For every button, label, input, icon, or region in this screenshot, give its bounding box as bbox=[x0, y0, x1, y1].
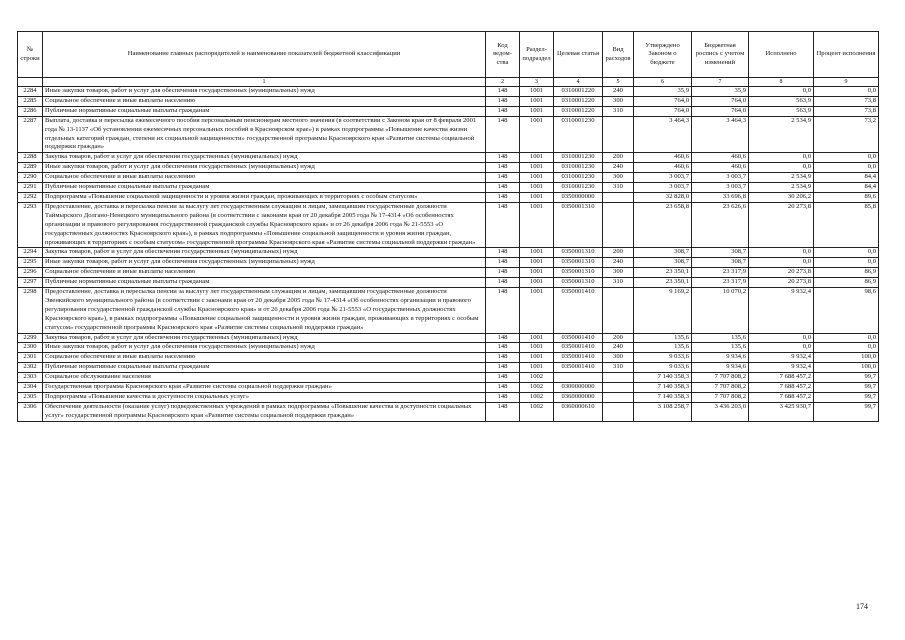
table-row bbox=[18, 183, 879, 193]
row-name-cell: Закупка товаров, работ и услуг для обеспечения государственных (муниципальных) нужд bbox=[43, 333, 486, 343]
expense-type-cell bbox=[603, 288, 634, 334]
executed-cell: 9 932,4 bbox=[749, 288, 814, 334]
department-code-cell: 148 bbox=[486, 153, 520, 163]
table-row bbox=[18, 202, 879, 248]
table-row bbox=[18, 153, 879, 163]
budget-schedule-cell: 7 707 808,2 bbox=[692, 393, 749, 403]
section-cell: 1001 bbox=[520, 278, 554, 288]
header-target-article: Целевая статья bbox=[554, 32, 603, 78]
percent-cell: 0,0 bbox=[814, 163, 879, 173]
header-number-cell: 8 bbox=[749, 78, 814, 87]
row-number-cell: 2298 bbox=[18, 288, 43, 334]
budget-schedule-cell: 460,6 bbox=[692, 163, 749, 173]
header-budget-schedule: Бюджетная роспись с учетом изменений bbox=[692, 32, 749, 78]
row-name-cell: Обеспечение деятельности (оказание услуг) подведомственных учреждений в рамках подпрограммы «Повышение качества и доступности социальных услуг» государственной программы Красноярского края «Развитие системы социальной поддержки граждан» bbox=[43, 402, 486, 421]
section-cell: 1001 bbox=[520, 258, 554, 268]
executed-cell: 2 534,9 bbox=[749, 183, 814, 193]
executed-cell: 0,0 bbox=[749, 163, 814, 173]
row-name-cell: Предоставление, доставка и пересылка пенсии за выслугу лет государственным служащим и лицам, замещавшим государственные должности Эвенкийского муниципального района (в соответствии с законами края от 20 декабря 2005 года № 17-4314 «Об особенностях организации и правового регулирования государственной гражданской службы Красноярского края» и от 26 декабря 2006 года № 21-5553 «О государственных должностях Красноярского края»), в рамках подпрограммы «Повышение социальной защищенности и уровня жизни граждан, проживающих в территориях с особым статусом» государственной программы Красноярского края «Развитие системы социальной поддержки граждан» bbox=[43, 288, 486, 334]
section-cell: 1001 bbox=[520, 268, 554, 278]
header-section: Раздел-подраздел bbox=[520, 32, 554, 78]
section-cell: 1002 bbox=[520, 393, 554, 403]
expense-type-cell bbox=[603, 116, 634, 153]
percent-cell: 84,4 bbox=[814, 183, 879, 193]
target-article-cell bbox=[554, 373, 603, 383]
row-number-cell: 2285 bbox=[18, 96, 43, 106]
executed-cell: 563,9 bbox=[749, 96, 814, 106]
executed-cell: 0,0 bbox=[749, 343, 814, 353]
row-name-cell: Выплата, доставка и пересылка ежемесячного пособия персональным пенсионерам местного значения (в соответствии с Законом края от 8 февраля 2001 года № 13-1137 «Об установлении ежемесячных персональных пособий в Красноярском крае») в рамках подпрограммы «Повышение качества жизни отдельных категорий граждан, степени их социальной защищенности» государственной программы Красноярского края «Развитие системы социальной поддержки граждан» bbox=[43, 116, 486, 153]
expense-type-cell: 240 bbox=[603, 343, 634, 353]
department-code-cell: 148 bbox=[486, 106, 520, 116]
expense-type-cell: 300 bbox=[603, 353, 634, 363]
budget-schedule-cell: 460,6 bbox=[692, 153, 749, 163]
header-approved: Утверждено Законом о бюджете bbox=[634, 32, 692, 78]
row-name-cell: Иные закупки товаров, работ и услуг для обеспечения государственных (муниципальных) нужд bbox=[43, 87, 486, 97]
budget-table bbox=[17, 31, 879, 422]
approved-cell: 23 350,1 bbox=[634, 278, 692, 288]
target-article-cell: 0350001310 bbox=[554, 248, 603, 258]
approved-cell: 35,9 bbox=[634, 87, 692, 97]
department-code-cell: 148 bbox=[486, 268, 520, 278]
executed-cell: 7 688 457,2 bbox=[749, 373, 814, 383]
percent-cell: 0,0 bbox=[814, 87, 879, 97]
percent-cell: 100,0 bbox=[814, 363, 879, 373]
row-number-cell: 2306 bbox=[18, 402, 43, 421]
target-article-cell: 0350001310 bbox=[554, 258, 603, 268]
target-article-cell: 0360000000 bbox=[554, 393, 603, 403]
row-number-cell: 2299 bbox=[18, 333, 43, 343]
budget-schedule-cell: 308,7 bbox=[692, 258, 749, 268]
percent-cell: 73,8 bbox=[814, 96, 879, 106]
target-article-cell: 0350000000 bbox=[554, 192, 603, 202]
target-article-cell: 0350001310 bbox=[554, 268, 603, 278]
budget-schedule-cell: 9 934,6 bbox=[692, 353, 749, 363]
department-code-cell: 148 bbox=[486, 343, 520, 353]
target-article-cell: 0310001230 bbox=[554, 173, 603, 183]
row-number-cell: 2302 bbox=[18, 363, 43, 373]
section-cell: 1001 bbox=[520, 183, 554, 193]
percent-cell: 0,0 bbox=[814, 333, 879, 343]
row-number-cell: 2297 bbox=[18, 278, 43, 288]
budget-schedule-cell: 764,0 bbox=[692, 106, 749, 116]
expense-type-cell bbox=[603, 402, 634, 421]
executed-cell: 7 688 457,2 bbox=[749, 393, 814, 403]
row-number-cell: 2284 bbox=[18, 87, 43, 97]
target-article-cell: 0300000000 bbox=[554, 383, 603, 393]
header-number-cell bbox=[18, 78, 43, 87]
section-cell: 1002 bbox=[520, 373, 554, 383]
target-article-cell: 0350001310 bbox=[554, 202, 603, 248]
executed-cell: 20 273,8 bbox=[749, 268, 814, 278]
table-row bbox=[18, 373, 879, 383]
section-cell: 1001 bbox=[520, 173, 554, 183]
row-number-cell: 2291 bbox=[18, 183, 43, 193]
target-article-cell: 0310001220 bbox=[554, 87, 603, 97]
department-code-cell: 148 bbox=[486, 202, 520, 248]
approved-cell: 764,0 bbox=[634, 106, 692, 116]
table-row bbox=[18, 363, 879, 373]
target-article-cell: 0310001220 bbox=[554, 106, 603, 116]
department-code-cell: 148 bbox=[486, 173, 520, 183]
row-number-cell: 2287 bbox=[18, 116, 43, 153]
row-name-cell: Публичные нормативные социальные выплаты гражданам bbox=[43, 278, 486, 288]
table-row bbox=[18, 278, 879, 288]
table-body bbox=[18, 87, 879, 422]
approved-cell: 764,0 bbox=[634, 96, 692, 106]
row-number-cell: 2296 bbox=[18, 268, 43, 278]
budget-schedule-cell: 3 436 203,0 bbox=[692, 402, 749, 421]
percent-cell: 0,0 bbox=[814, 248, 879, 258]
executed-cell: 2 534,9 bbox=[749, 173, 814, 183]
budget-schedule-cell: 10 070,2 bbox=[692, 288, 749, 334]
section-cell: 1001 bbox=[520, 96, 554, 106]
header-number-cell: 7 bbox=[692, 78, 749, 87]
page-number: 174 bbox=[856, 602, 868, 611]
department-code-cell: 148 bbox=[486, 116, 520, 153]
row-number-cell: 2295 bbox=[18, 258, 43, 268]
row-name-cell: Иные закупки товаров, работ и услуг для обеспечения государственных (муниципальных) нужд bbox=[43, 343, 486, 353]
header-expense-type: Вид расходов bbox=[603, 32, 634, 78]
row-number-cell: 2293 bbox=[18, 202, 43, 248]
target-article-cell: 0350001410 bbox=[554, 363, 603, 373]
percent-cell: 0,0 bbox=[814, 258, 879, 268]
department-code-cell: 148 bbox=[486, 402, 520, 421]
section-cell: 1001 bbox=[520, 363, 554, 373]
row-name-cell: Государственная программа Красноярского края «Развитие системы социальной поддержки граждан» bbox=[43, 383, 486, 393]
percent-cell: 73,8 bbox=[814, 106, 879, 116]
expense-type-cell bbox=[603, 383, 634, 393]
department-code-cell: 148 bbox=[486, 248, 520, 258]
executed-cell: 563,9 bbox=[749, 106, 814, 116]
approved-cell: 7 140 358,3 bbox=[634, 373, 692, 383]
executed-cell: 20 273,8 bbox=[749, 202, 814, 248]
row-number-cell: 2301 bbox=[18, 353, 43, 363]
approved-cell: 3 464,3 bbox=[634, 116, 692, 153]
row-number-cell: 2300 bbox=[18, 343, 43, 353]
expense-type-cell bbox=[603, 192, 634, 202]
row-name-cell: Социальное обеспечение и иные выплаты населению bbox=[43, 353, 486, 363]
budget-schedule-cell: 3 003,7 bbox=[692, 173, 749, 183]
row-name-cell: Закупка товаров, работ и услуг для обеспечения государственных (муниципальных) нужд bbox=[43, 153, 486, 163]
row-name-cell: Закупка товаров, работ и услуг для обеспечения государственных (муниципальных) нужд bbox=[43, 248, 486, 258]
target-article-cell: 0350001410 bbox=[554, 343, 603, 353]
expense-type-cell: 200 bbox=[603, 248, 634, 258]
section-cell: 1001 bbox=[520, 353, 554, 363]
executed-cell: 9 932,4 bbox=[749, 363, 814, 373]
row-name-cell: Публичные нормативные социальные выплаты гражданам bbox=[43, 183, 486, 193]
expense-type-cell: 240 bbox=[603, 258, 634, 268]
header-number-cell: 9 bbox=[814, 78, 879, 87]
budget-schedule-cell: 35,9 bbox=[692, 87, 749, 97]
percent-cell: 99,7 bbox=[814, 402, 879, 421]
expense-type-cell: 200 bbox=[603, 153, 634, 163]
approved-cell: 308,7 bbox=[634, 248, 692, 258]
approved-cell: 7 140 358,3 bbox=[634, 393, 692, 403]
expense-type-cell: 240 bbox=[603, 87, 634, 97]
expense-type-cell: 240 bbox=[603, 163, 634, 173]
executed-cell: 0,0 bbox=[749, 333, 814, 343]
target-article-cell: 0310001230 bbox=[554, 183, 603, 193]
approved-cell: 460,6 bbox=[634, 153, 692, 163]
executed-cell: 0,0 bbox=[749, 258, 814, 268]
header-number-cell: 4 bbox=[554, 78, 603, 87]
executed-cell: 3 425 930,7 bbox=[749, 402, 814, 421]
target-article-cell: 0310001230 bbox=[554, 163, 603, 173]
department-code-cell: 148 bbox=[486, 353, 520, 363]
executed-cell: 0,0 bbox=[749, 87, 814, 97]
row-name-cell: Подпрограмма «Повышение социальной защищенности и уровня жизни граждан, проживающих в территориях с особым статусом» bbox=[43, 192, 486, 202]
header-row bbox=[18, 32, 879, 78]
executed-cell: 30 206,2 bbox=[749, 192, 814, 202]
section-cell: 1001 bbox=[520, 87, 554, 97]
percent-cell: 89,6 bbox=[814, 192, 879, 202]
table-row bbox=[18, 192, 879, 202]
percent-cell: 0,0 bbox=[814, 153, 879, 163]
executed-cell: 9 932,4 bbox=[749, 353, 814, 363]
budget-schedule-cell: 764,0 bbox=[692, 96, 749, 106]
section-cell: 1001 bbox=[520, 248, 554, 258]
table-row bbox=[18, 248, 879, 258]
section-cell: 1001 bbox=[520, 106, 554, 116]
header-number-cell: 3 bbox=[520, 78, 554, 87]
row-number-cell: 2290 bbox=[18, 173, 43, 183]
department-code-cell: 148 bbox=[486, 333, 520, 343]
approved-cell: 308,7 bbox=[634, 258, 692, 268]
row-name-cell: Социальное обслуживание населения bbox=[43, 373, 486, 383]
header-percent: Процент исполнения bbox=[814, 32, 879, 78]
row-name-cell: Социальное обеспечение и иные выплаты населению bbox=[43, 268, 486, 278]
percent-cell: 99,7 bbox=[814, 373, 879, 383]
target-article-cell: 0310001220 bbox=[554, 96, 603, 106]
target-article-cell: 0310001230 bbox=[554, 116, 603, 153]
executed-cell: 7 688 457,2 bbox=[749, 383, 814, 393]
header-row-number: № строки bbox=[18, 32, 43, 78]
table-row bbox=[18, 258, 879, 268]
approved-cell: 32 828,0 bbox=[634, 192, 692, 202]
approved-cell: 9 033,6 bbox=[634, 353, 692, 363]
budget-schedule-cell: 135,6 bbox=[692, 343, 749, 353]
target-article-cell: 0350001410 bbox=[554, 288, 603, 334]
approved-cell: 135,6 bbox=[634, 333, 692, 343]
expense-type-cell: 300 bbox=[603, 173, 634, 183]
expense-type-cell: 300 bbox=[603, 96, 634, 106]
header-name: Наименование главных распорядителей и наименование показателей бюджетной классификации bbox=[43, 32, 486, 78]
target-article-cell: 0360000610 bbox=[554, 402, 603, 421]
budget-schedule-cell: 3 003,7 bbox=[692, 183, 749, 193]
executed-cell: 0,0 bbox=[749, 153, 814, 163]
row-number-cell: 2288 bbox=[18, 153, 43, 163]
percent-cell: 85,8 bbox=[814, 202, 879, 248]
department-code-cell: 148 bbox=[486, 163, 520, 173]
department-code-cell: 148 bbox=[486, 87, 520, 97]
expense-type-cell bbox=[603, 373, 634, 383]
table-row bbox=[18, 393, 879, 403]
section-cell: 1001 bbox=[520, 333, 554, 343]
executed-cell: 0,0 bbox=[749, 248, 814, 258]
target-article-cell: 0310001230 bbox=[554, 153, 603, 163]
table-row bbox=[18, 288, 879, 334]
header-number-cell: 6 bbox=[634, 78, 692, 87]
table-row bbox=[18, 333, 879, 343]
percent-cell: 100,0 bbox=[814, 353, 879, 363]
target-article-cell: 0350001410 bbox=[554, 353, 603, 363]
expense-type-cell bbox=[603, 393, 634, 403]
target-article-cell: 0350001410 bbox=[554, 333, 603, 343]
row-number-cell: 2292 bbox=[18, 192, 43, 202]
table-row bbox=[18, 163, 879, 173]
section-cell: 1001 bbox=[520, 116, 554, 153]
approved-cell: 135,6 bbox=[634, 343, 692, 353]
row-name-cell: Публичные нормативные социальные выплаты гражданам bbox=[43, 363, 486, 373]
approved-cell: 9 169,2 bbox=[634, 288, 692, 334]
header-numbers-row bbox=[18, 78, 879, 87]
percent-cell: 73,2 bbox=[814, 116, 879, 153]
budget-schedule-cell: 3 464,3 bbox=[692, 116, 749, 153]
budget-schedule-cell: 135,6 bbox=[692, 333, 749, 343]
approved-cell: 23 350,1 bbox=[634, 268, 692, 278]
percent-cell: 99,7 bbox=[814, 393, 879, 403]
row-name-cell: Иные закупки товаров, работ и услуг для обеспечения государственных (муниципальных) нужд bbox=[43, 258, 486, 268]
department-code-cell: 148 bbox=[486, 393, 520, 403]
section-cell: 1001 bbox=[520, 343, 554, 353]
expense-type-cell: 200 bbox=[603, 333, 634, 343]
approved-cell: 7 140 358,3 bbox=[634, 383, 692, 393]
expense-type-cell bbox=[603, 202, 634, 248]
table-row bbox=[18, 402, 879, 421]
section-cell: 1001 bbox=[520, 202, 554, 248]
expense-type-cell: 310 bbox=[603, 106, 634, 116]
section-cell: 1002 bbox=[520, 402, 554, 421]
budget-schedule-cell: 23 317,9 bbox=[692, 278, 749, 288]
row-name-cell: Иные закупки товаров, работ и услуг для обеспечения государственных (муниципальных) нужд bbox=[43, 163, 486, 173]
table-row bbox=[18, 343, 879, 353]
budget-schedule-cell: 7 707 808,2 bbox=[692, 383, 749, 393]
row-name-cell: Предоставление, доставка и пересылка пенсии за выслугу лет государственным служащим и лицам, замещавшим государственные должности Таймырского Долгано-Ненецкого муниципального района (в соответствии с законами края от 20 декабря 2005 года № 17-4314 «Об особенностях организации и правового регулирования государственной гражданской службы Красноярского края» и от 26 декабря 2006 года № 21-5553 «О государственных должностях Красноярского края»), в рамках подпрограммы «Повышение социальной защищенности и уровня жизни граждан, проживающих в территориях с особым статусом» государственной программы Красноярского края «Развитие системы социальной поддержки граждан» bbox=[43, 202, 486, 248]
department-code-cell: 148 bbox=[486, 363, 520, 373]
budget-schedule-cell: 7 707 808,2 bbox=[692, 373, 749, 383]
section-cell: 1001 bbox=[520, 163, 554, 173]
budget-schedule-cell: 308,7 bbox=[692, 248, 749, 258]
executed-cell: 2 534,9 bbox=[749, 116, 814, 153]
budget-schedule-cell: 9 934,6 bbox=[692, 363, 749, 373]
expense-type-cell: 310 bbox=[603, 278, 634, 288]
table-row bbox=[18, 383, 879, 393]
row-number-cell: 2305 bbox=[18, 393, 43, 403]
section-cell: 1001 bbox=[520, 153, 554, 163]
header-number-cell: 5 bbox=[603, 78, 634, 87]
section-cell: 1001 bbox=[520, 192, 554, 202]
row-name-cell: Подпрограмма «Повышение качества и доступности социальных услуг» bbox=[43, 393, 486, 403]
department-code-cell: 148 bbox=[486, 258, 520, 268]
department-code-cell: 148 bbox=[486, 383, 520, 393]
budget-schedule-cell: 23 317,9 bbox=[692, 268, 749, 278]
expense-type-cell: 310 bbox=[603, 183, 634, 193]
expense-type-cell: 300 bbox=[603, 268, 634, 278]
budget-schedule-cell: 33 696,8 bbox=[692, 192, 749, 202]
executed-cell: 20 273,8 bbox=[749, 278, 814, 288]
percent-cell: 86,9 bbox=[814, 278, 879, 288]
header-number-cell: 2 bbox=[486, 78, 520, 87]
table-row bbox=[18, 96, 879, 106]
section-cell: 1001 bbox=[520, 288, 554, 334]
header-department-code: Код ведом-ства bbox=[486, 32, 520, 78]
department-code-cell: 148 bbox=[486, 288, 520, 334]
approved-cell: 9 033,6 bbox=[634, 363, 692, 373]
approved-cell: 460,6 bbox=[634, 163, 692, 173]
row-name-cell: Публичные нормативные социальные выплаты гражданам bbox=[43, 106, 486, 116]
table-row bbox=[18, 106, 879, 116]
approved-cell: 23 658,8 bbox=[634, 202, 692, 248]
table-row bbox=[18, 268, 879, 278]
department-code-cell: 148 bbox=[486, 192, 520, 202]
percent-cell: 0,0 bbox=[814, 343, 879, 353]
row-name-cell: Социальное обеспечение и иные выплаты населению bbox=[43, 96, 486, 106]
approved-cell: 3 003,7 bbox=[634, 183, 692, 193]
approved-cell: 3 108 258,7 bbox=[634, 402, 692, 421]
table-row bbox=[18, 353, 879, 363]
percent-cell: 98,6 bbox=[814, 288, 879, 334]
table-row bbox=[18, 116, 879, 153]
department-code-cell: 148 bbox=[486, 183, 520, 193]
percent-cell: 84,4 bbox=[814, 173, 879, 183]
department-code-cell: 148 bbox=[486, 373, 520, 383]
row-number-cell: 2303 bbox=[18, 373, 43, 383]
percent-cell: 86,9 bbox=[814, 268, 879, 278]
table-row bbox=[18, 87, 879, 97]
budget-schedule-cell: 23 626,6 bbox=[692, 202, 749, 248]
section-cell: 1002 bbox=[520, 383, 554, 393]
row-name-cell: Социальное обеспечение и иные выплаты населению bbox=[43, 173, 486, 183]
table-row bbox=[18, 173, 879, 183]
row-number-cell: 2286 bbox=[18, 106, 43, 116]
expense-type-cell: 310 bbox=[603, 363, 634, 373]
row-number-cell: 2304 bbox=[18, 383, 43, 393]
approved-cell: 3 003,7 bbox=[634, 173, 692, 183]
percent-cell: 99,7 bbox=[814, 383, 879, 393]
target-article-cell: 0350001310 bbox=[554, 278, 603, 288]
header-number-cell: 1 bbox=[43, 78, 486, 87]
row-number-cell: 2289 bbox=[18, 163, 43, 173]
row-number-cell: 2294 bbox=[18, 248, 43, 258]
header-executed: Исполнено bbox=[749, 32, 814, 78]
department-code-cell: 148 bbox=[486, 278, 520, 288]
department-code-cell: 148 bbox=[486, 96, 520, 106]
